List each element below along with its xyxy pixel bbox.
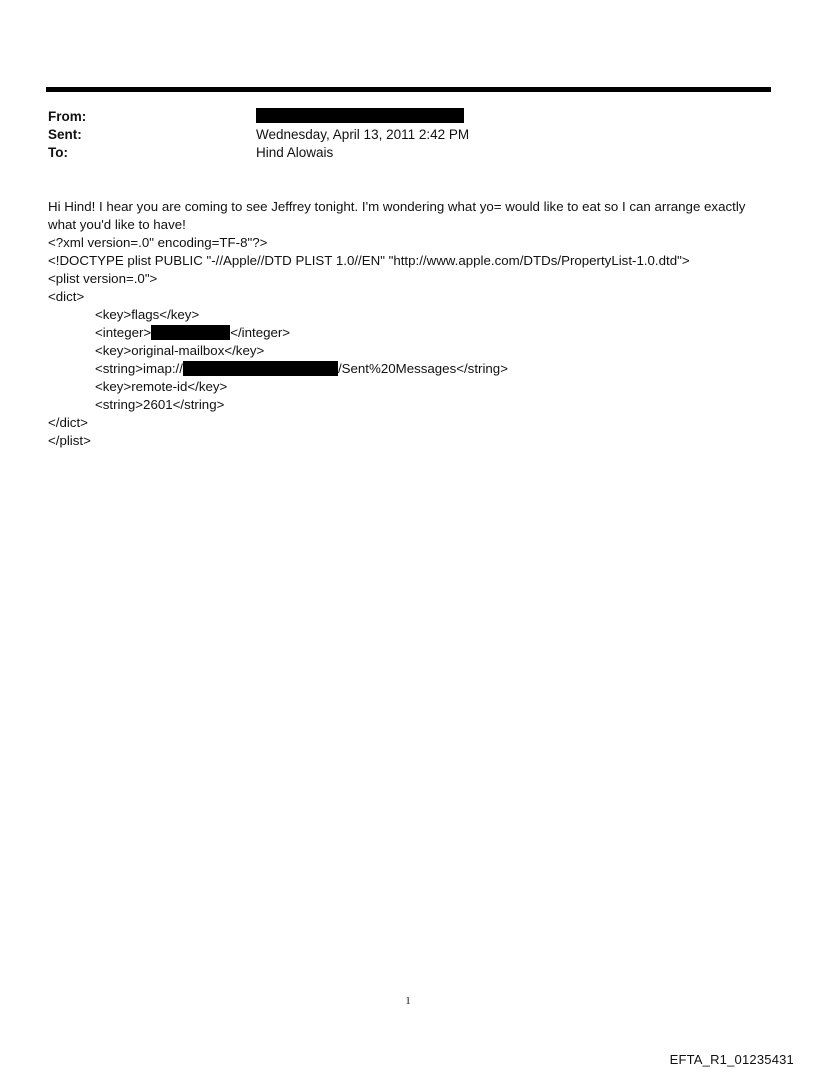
integer-line	[48, 324, 773, 342]
redaction-box	[151, 325, 230, 340]
xml-declaration: <?xml version=.0" encoding=TF-8"?>	[48, 235, 268, 250]
key-remote: <key>remote-id</key>	[95, 379, 228, 394]
doctype-line: <!DOCTYPE plist PUBLIC "-//Apple//DTD PLIST 1.0//EN" "http://www.apple.com/DTDs/PropertyList-1.0.dtd">	[48, 253, 690, 268]
redaction-box	[256, 108, 464, 123]
from-label: From:	[48, 109, 87, 124]
key-mailbox: <key>original-mailbox</key>	[95, 343, 265, 358]
header-rule	[46, 87, 771, 92]
integer-close: </integer>	[230, 325, 291, 340]
to-label: To:	[48, 145, 68, 160]
string-imap-suffix: /Sent%20Messages</string>	[337, 361, 508, 376]
from-value-redacted	[256, 107, 464, 125]
plist-close: </plist>	[48, 433, 91, 448]
document-id: EFTA_R1_01235431	[669, 1052, 794, 1067]
key-flags: <key>flags</key>	[95, 307, 200, 322]
page-number: 1	[405, 995, 411, 1007]
dict-close: </dict>	[48, 415, 88, 430]
sent-label: Sent:	[48, 127, 82, 142]
string-remote: <string>2601</string>	[95, 397, 225, 412]
string-imap-line	[48, 360, 773, 378]
plist-open: <plist version=.0">	[48, 271, 158, 286]
sent-value: Wednesday, April 13, 2011 2:42 PM	[256, 127, 470, 142]
dict-open: <dict>	[48, 289, 85, 304]
message-body	[48, 198, 773, 450]
to-value: Hind Alowais	[256, 145, 334, 160]
integer-open: <integer>	[95, 325, 152, 340]
message-paragraph: Hi Hind! I hear you are coming to see Jeffrey tonight. I'm wondering what yo= would like to eat so I can arrange exactly what you'd like to have!	[48, 199, 746, 232]
redaction-box	[183, 361, 338, 376]
string-imap-prefix: <string>imap://	[95, 361, 183, 376]
